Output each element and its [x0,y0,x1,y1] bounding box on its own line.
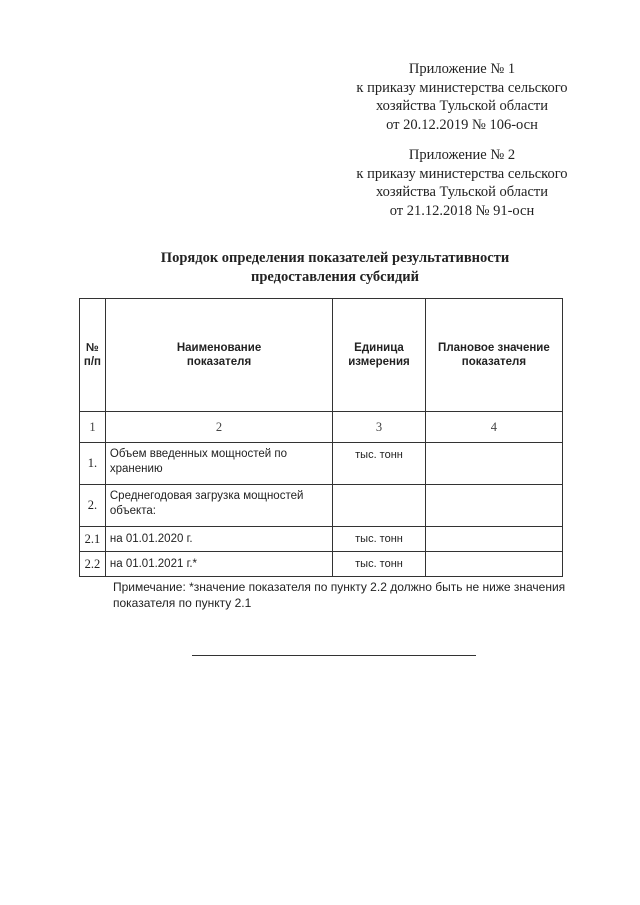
header-name-line-1: Наименование [176,342,262,354]
column-number-cell: 4 [425,412,562,443]
header-number [80,299,106,412]
header-unit-line-1: Единица [354,342,404,354]
table-row [80,527,563,552]
footnote: Примечание: *значение показателя по пункту 2.2 должно быть не ниже значения показателя по пункту 2.1 [113,580,566,610]
row-indicator-name: Объем введенных мощностей по хранению [105,443,332,485]
appendix-1-date-number: от 20.12.2019 № 106-осн [386,116,538,133]
table-header-row [80,299,563,412]
column-number-cell: 2 [105,412,332,443]
header-unit-line-2: измерения [348,356,410,368]
row-planned-value [425,552,562,577]
appendix-2-title: Приложение № 2 [408,147,516,163]
header-planned-value [425,299,562,412]
table-row [80,443,563,485]
row-number: 1. [80,443,106,485]
row-planned-value [425,485,562,527]
column-number-cell: 3 [333,412,426,443]
indicators-table [79,298,563,577]
header-name [105,299,332,412]
table-row [80,485,563,527]
appendix-2-date-number: от 21.12.2018 № 91-осн [389,202,535,219]
row-planned-value [425,443,562,485]
document-title [100,249,570,286]
row-unit [333,485,426,527]
closing-divider [192,655,476,656]
row-indicator-name: на 01.01.2021 г.* [105,552,332,577]
header-planned-value-line-1: Плановое значение [438,342,550,354]
appendix-1-order-ref: к приказу министерства сельского [356,79,568,96]
appendix-1-block [340,60,584,134]
appendix-2-order-ref: к приказу министерства сельского [356,165,568,182]
row-unit: тыс. тонн [333,552,426,577]
row-number: 2.1 [80,527,106,552]
document-title-line-1: Порядок определения показателей результативности [160,250,510,266]
row-unit: тыс. тонн [333,443,426,485]
row-planned-value [425,527,562,552]
row-number: 2. [80,485,106,527]
header-name-line-2: показателя [186,356,252,368]
header-unit [333,299,426,412]
row-number: 2.2 [80,552,106,577]
row-indicator-name: на 01.01.2020 г. [105,527,332,552]
header-number-line-2: п/п [83,356,101,368]
column-number-cell: 1 [80,412,106,443]
row-unit: тыс. тонн [333,527,426,552]
document-title-line-2: предоставления субсидий [250,268,419,285]
appendix-2-block [340,146,584,220]
appendix-1-ministry: хозяйства Тульской области [375,98,549,114]
appendix-1-title: Приложение № 1 [408,61,516,77]
header-planned-value-line-2: показателя [461,356,527,368]
table-row [80,552,563,577]
header-number-line-1: № [86,342,99,354]
appendix-2-ministry: хозяйства Тульской области [375,184,549,200]
column-number-row [80,412,563,443]
row-indicator-name: Среднегодовая загрузка мощностей объекта: [105,485,332,527]
